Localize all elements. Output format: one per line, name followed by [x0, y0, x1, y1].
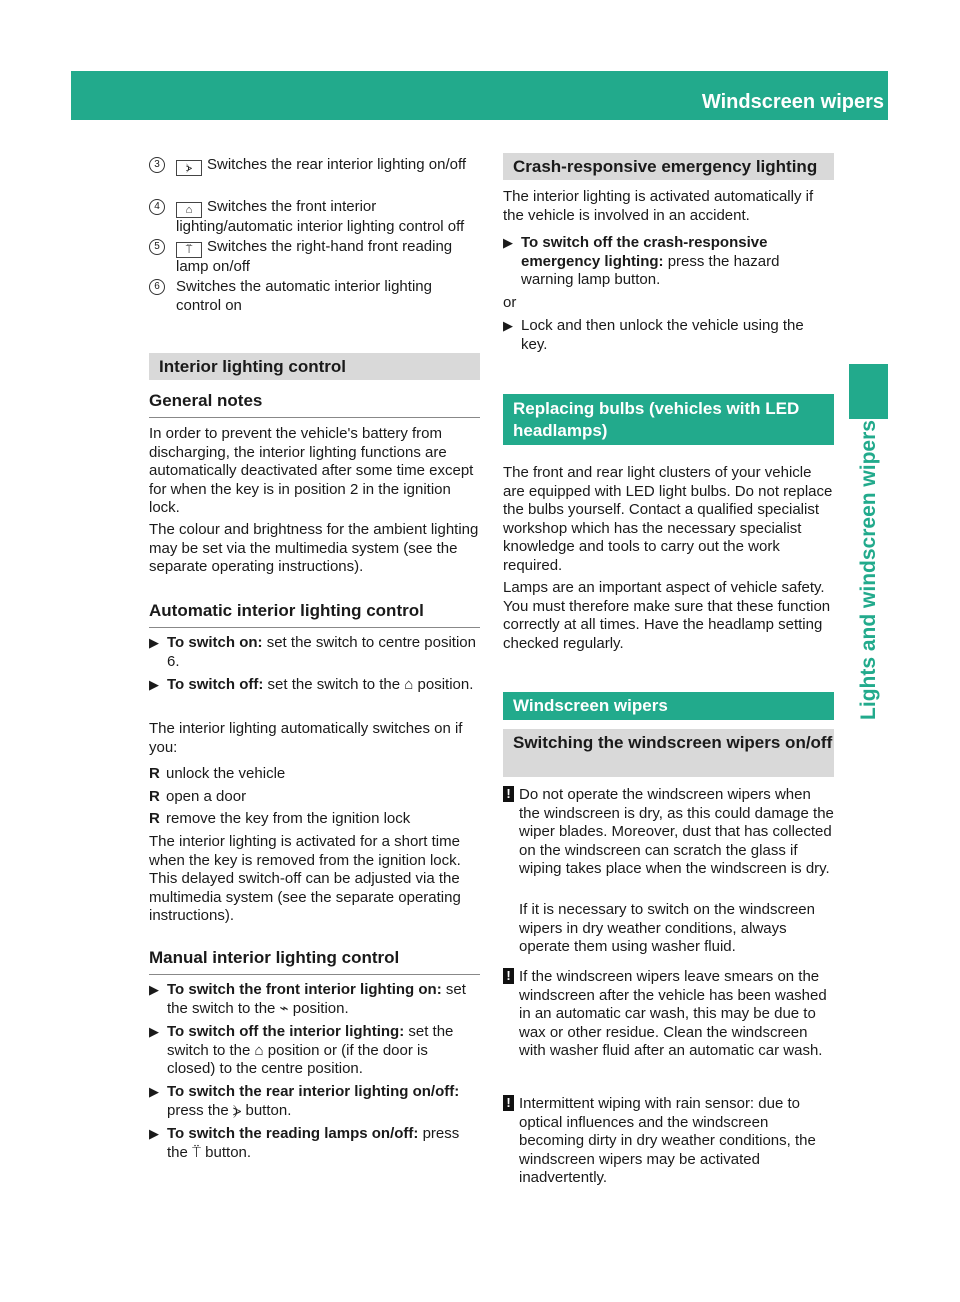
- heading-manual-control: Manual interior lighting control: [149, 947, 480, 975]
- auto-paragraph-2: The interior lighting is activated for a short time when the key is removed from the ignition lock. This delayed switch-off can be adjusted via the multimedia system (see the separate operating instructions).: [149, 833, 461, 924]
- bulbs-paragraph-2: Lamps are an important aspect of vehicle safety. You must therefore make sure that these function correctly at all times. Have the headlamp setting checked regularly.: [503, 579, 831, 652]
- step-text: Lock and then unlock the vehicle using the key.: [521, 317, 804, 353]
- list-item: [149, 238, 480, 277]
- side-tab-block: [849, 364, 888, 419]
- header-divider: [901, 83, 903, 120]
- step-bold: To switch the reading lamps on/off:: [167, 1125, 419, 1142]
- item-text: Switches the rear interior lighting on/off: [207, 156, 467, 173]
- warning-block: [503, 786, 834, 879]
- step: [503, 234, 834, 290]
- step-bold: To switch the front interior lighting on:: [167, 981, 442, 998]
- step-text: set the switch to the ⌂ position or (if the door is closed) to the centre position.: [167, 1023, 454, 1077]
- step-text: press the ⦔ button.: [167, 1101, 292, 1119]
- step: [149, 634, 480, 671]
- bullet-text: unlock the vehicle: [166, 765, 286, 782]
- item-text: Switches the front interior lighting/automatic interior lighting control off: [176, 198, 465, 235]
- list-item: [149, 278, 480, 315]
- side-tab: [841, 420, 896, 720]
- step-arrow-icon: ▶: [149, 1126, 159, 1141]
- bullet-icon: R: [149, 788, 160, 805]
- page-number: 121: [915, 91, 949, 113]
- step-bold: To switch on:: [167, 634, 263, 651]
- rear-lamp-icon: ⦔: [176, 160, 202, 176]
- warning-block: [503, 968, 834, 1061]
- section-bar-interior: Interior lighting control: [149, 353, 480, 380]
- reading-lamp-icon: ⍡: [176, 242, 202, 258]
- crash-paragraph: The interior lighting is activated automatically if the vehicle is involved in an accident.: [503, 188, 814, 224]
- item-text: Switches the right-hand front reading lamp on/off: [176, 238, 453, 275]
- item-number: 3: [149, 157, 165, 173]
- bullet-icon: R: [149, 765, 160, 782]
- bullet-text: remove the key from the ignition lock: [166, 810, 411, 827]
- warning-continuation: [503, 901, 834, 957]
- step-arrow-icon: ▶: [149, 1024, 159, 1039]
- section-bar-windscreen-wipers: Windscreen wipers: [503, 692, 834, 720]
- step-arrow-icon: ▶: [503, 235, 513, 250]
- warning-icon: !: [503, 968, 514, 984]
- bulbs-paragraph-1: The front and rear light clusters of your vehicle are equipped with LED light bulbs. Do not replace the bulbs yourself. Contact a qualified specialist workshop which has the necessary specialist knowledge and tools to carry out the work required.: [503, 464, 833, 574]
- bullet-item: [149, 765, 480, 784]
- or-text: or: [503, 294, 517, 311]
- list-item: [149, 156, 480, 176]
- heading-automatic-control: Automatic interior lighting control: [149, 600, 480, 628]
- warning-text: If it is necessary to switch on the windscreen wipers in dry weather conditions, always operate them using washer fluid.: [519, 901, 815, 955]
- warning-text: If the windscreen wipers leave smears on the windscreen after the vehicle has been washed in an automatic car wash, this may be due to wax or other residue. Clean the windscreen with washer fluid after an automatic car wash.: [519, 968, 827, 1059]
- step-bold: To switch off the interior lighting:: [167, 1023, 405, 1040]
- warning-icon: !: [503, 786, 514, 802]
- step-bold: To switch off the crash-responsive emergency lighting:: [521, 234, 768, 270]
- step-text: press the hazard warning lamp button.: [521, 252, 780, 288]
- warning-text: Do not operate the windscreen wipers when the windscreen is dry, as this could damage the wiper blades. Moreover, dust that has collected on the windscreen can scratch the glass if wiping takes place when the windscreen is dry.: [519, 786, 834, 877]
- off-lamp-icon: ⌂: [176, 202, 202, 218]
- section-bar-switching-wipers: Switching the windscreen wipers on/off: [503, 729, 834, 777]
- item-number: 5: [149, 239, 165, 255]
- header-title: Windscreen wipers: [701, 91, 884, 113]
- list-item: [149, 198, 480, 237]
- bullet-item: [149, 810, 480, 829]
- general-notes-p2: The colour and brightness for the ambient lighting may be set via the multimedia system (see the separate operating instructions).: [149, 521, 479, 575]
- bullet-icon: R: [149, 810, 160, 827]
- step: [149, 1023, 480, 1079]
- general-notes-p1: In order to prevent the vehicle's battery from discharging, the interior lighting functions are automatically deactivated after some time except for when the key is in position 2 in the ignition lock.: [149, 425, 474, 516]
- section-bar-crash: Crash-responsive emergency lighting: [503, 153, 834, 180]
- bullet-text: open a door: [166, 788, 247, 805]
- warning-block: [503, 1095, 834, 1188]
- item-number: 6: [149, 279, 165, 295]
- side-tab-label: Lights and windscreen wipers: [856, 420, 880, 720]
- step-text: set the switch to centre position 6.: [167, 634, 476, 670]
- step: [149, 1083, 480, 1120]
- item-number: 4: [149, 199, 165, 215]
- step-arrow-icon: ▶: [149, 677, 159, 692]
- auto-paragraph: The interior lighting automatically switches on if you:: [149, 720, 463, 756]
- step-text: set the switch to the ⌂ position.: [267, 676, 474, 693]
- step-text: set the switch to the ⌁ position.: [167, 981, 466, 1017]
- step-arrow-icon: ▶: [503, 318, 513, 333]
- step: [149, 1125, 480, 1162]
- step-arrow-icon: ▶: [149, 1084, 159, 1099]
- step: [149, 981, 480, 1018]
- step-text: press the ⍡ button.: [167, 1125, 460, 1161]
- section-bar-replacing-bulbs: Replacing bulbs (vehicles with LED headlamps): [503, 394, 834, 445]
- step: [149, 676, 480, 695]
- page-header: [71, 71, 949, 120]
- step-arrow-icon: ▶: [149, 635, 159, 650]
- item-text: Switches the automatic interior lighting control on: [176, 278, 432, 314]
- heading-general-notes: General notes: [149, 390, 480, 418]
- step-arrow-icon: ▶: [149, 982, 159, 997]
- warning-icon: !: [503, 1095, 514, 1111]
- warning-text: Intermittent wiping with rain sensor: due to optical influences and the windscreen becoming dirty in dry weather conditions, the windscreen wipers may be activated inadvertently.: [519, 1095, 816, 1186]
- step-bold: To switch off:: [167, 676, 264, 693]
- step-bold: To switch the rear interior lighting on/off:: [167, 1083, 460, 1100]
- step: [503, 317, 834, 354]
- bullet-item: [149, 788, 480, 807]
